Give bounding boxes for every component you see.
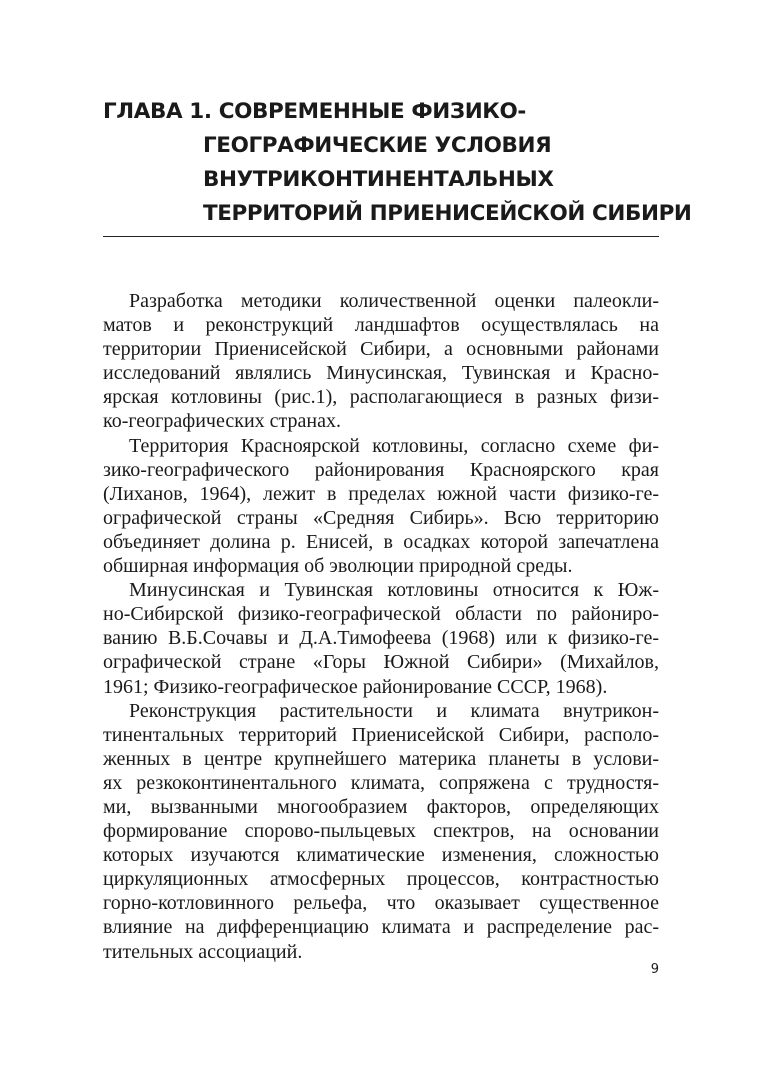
chapter-heading-line: ГЛАВА 1. СОВРЕМЕННЫЕ ФИЗИКО-	[103, 99, 526, 124]
text-line: тительных ассоциаций.	[103, 940, 303, 963]
text-line: ях резкоконтинентального климата, сопряжена с трудностя-	[103, 771, 659, 794]
body-text	[103, 289, 659, 964]
text-line: но-Сибирской физико-географической области по райониро-	[103, 603, 659, 626]
chapter-heading-line: ГЕОГРАФИЧЕСКИЕ УСЛОВИЯ	[203, 133, 552, 158]
text-line: которых изучаются климатические изменения, сложностью	[103, 844, 659, 867]
text-line: тинентальных территорий Приенисейской Сибири, располо-	[103, 723, 659, 746]
paragraph	[103, 578, 659, 698]
text-line: формирование спорово-пыльцевых спектров, на основании	[103, 820, 659, 843]
text-line: ми, вызванными многообразием факторов, определяющих	[103, 795, 659, 818]
paragraph	[103, 289, 659, 434]
text-line: ярская котловины (рис.1), располагающиеся в разных физи-	[103, 386, 659, 409]
chapter-heading	[103, 95, 692, 231]
paragraph	[103, 699, 659, 964]
text-line: объединяет долина р. Енисей, в осадках которой запечатлена	[103, 530, 659, 553]
text-line: зико-географического районирования Красноярского края	[103, 458, 659, 481]
text-line: ко-географических странах.	[103, 410, 341, 433]
text-line: ографической страны «Средняя Сибирь». Всю территорию	[103, 506, 659, 529]
text-line: 1961; Физико-географическое районирование СССР, 1968).	[103, 675, 608, 698]
heading-divider	[103, 236, 659, 237]
text-line: Реконструкция растительности и климата внутрикон-	[129, 699, 659, 722]
text-line: территории Приенисейской Сибири, а основными районами	[103, 338, 659, 361]
text-line: Разработка методики количественной оценки палеокли-	[129, 290, 659, 312]
text-line: матов и реконструкций ландшафтов осуществлялась на	[103, 314, 659, 337]
text-line: женных в центре крупнейшего материка планеты в услови-	[103, 747, 659, 770]
chapter-heading-line: ТЕРРИТОРИЙ ПРИЕНИСЕЙСКОЙ СИБИРИ	[203, 201, 692, 226]
text-line: влияние на дифференциацию климата и распределение рас-	[103, 916, 659, 939]
text-line: ванию В.Б.Сочавы и Д.А.Тимофеева (1968) или к физико-ге-	[103, 627, 659, 650]
text-line: ографической стране «Горы Южной Сибири» (Михайлов,	[103, 651, 659, 674]
text-line: исследований являлись Минусинская, Тувинская и Красно-	[103, 362, 659, 385]
text-line: обширная информация об эволюции природной среды.	[103, 555, 573, 578]
text-line: (Лиханов, 1964), лежит в пределах южной части физико-ге-	[103, 482, 659, 505]
text-line: Минусинская и Тувинская котловины относится к Юж-	[129, 579, 659, 602]
chapter-heading-line: ВНУТРИКОНТИНЕНТАЛЬНЫХ	[203, 167, 554, 192]
text-line: циркуляционных атмосферных процессов, контрастностью	[103, 868, 659, 891]
page-number: 9	[650, 962, 659, 977]
text-line: горно-котловинного рельефа, что оказывает существенное	[103, 892, 659, 915]
paragraph	[103, 434, 659, 579]
text-line: Территория Красноярской котловины, согласно схеме фи-	[129, 434, 659, 457]
